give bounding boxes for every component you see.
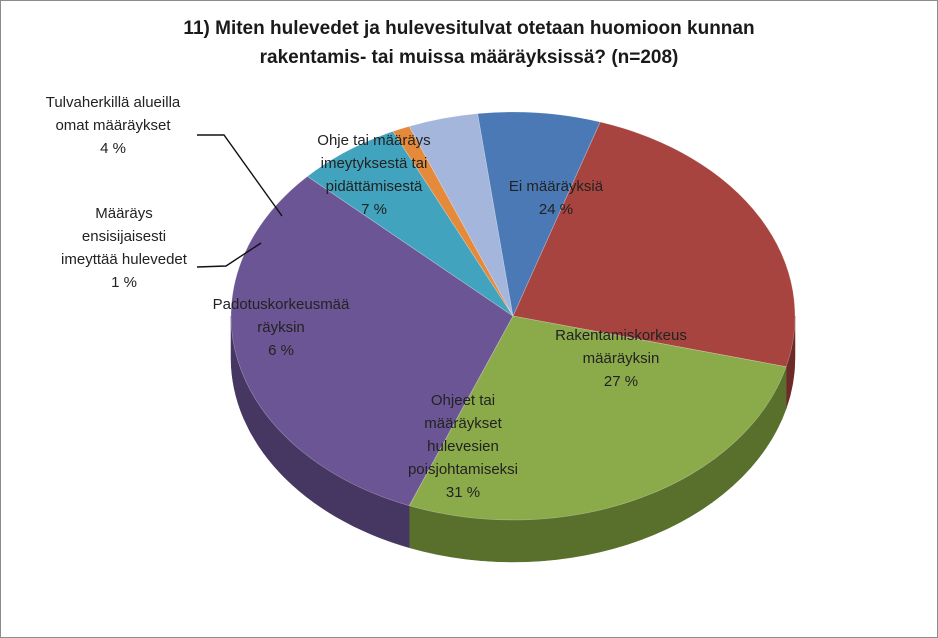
slice-category-6-line-1: imeytyksestä tai — [320, 155, 428, 172]
slice-value-4: 1 % — [111, 274, 137, 291]
pie-slices — [231, 112, 795, 520]
slice-category-2-line-3: poisjohtamiseksi — [407, 461, 519, 478]
slice-value-5: 4 % — [100, 140, 126, 157]
slice-category-2-line-0: Ohjeet tai — [430, 392, 496, 409]
slice-category-5-line-1: omat määräykset — [55, 117, 171, 134]
slice-category-3-line-0: Padotuskorkeusmää — [212, 296, 350, 313]
slice-category-6-line-0: Ohje tai määräys — [317, 132, 431, 149]
slice-category-1-line-1: määräyksin — [582, 350, 660, 367]
slice-category-5-line-0: Tulvaherkillä alueilla — [45, 94, 181, 111]
slice-category-2-line-2: hulevesien — [427, 438, 499, 455]
slice-category-4-line-2: imeyttää hulevedet — [61, 251, 187, 268]
chart-title-line-2: rakentamis- tai muissa määräyksissä? (n=208) — [259, 47, 679, 68]
slice-category-3-line-1: räyksin — [257, 319, 305, 336]
leader-line-5 — [197, 135, 282, 216]
slice-category-4-line-0: Määräys — [95, 205, 153, 222]
slice-value-3: 6 % — [268, 342, 294, 359]
slice-category-4-line-1: ensisijaisesti — [81, 228, 167, 245]
slice-value-0: 24 % — [538, 201, 574, 218]
slice-value-2: 31 % — [445, 484, 481, 501]
slice-label-5 — [46, 94, 181, 157]
slice-category-1-line-0: Rakentamiskorkeus — [555, 327, 687, 344]
chart-title-line-1: 11) Miten hulevedet ja hulevesitulvat otetaan huomioon kunnan — [183, 18, 755, 39]
slice-category-6-line-2: pidättämisestä — [325, 178, 423, 195]
slice-value-6: 7 % — [361, 201, 387, 218]
slice-label-4 — [61, 205, 188, 291]
slice-category-2-line-1: määräykset — [424, 415, 502, 432]
slice-category-0-line-0: Ei määräyksiä — [508, 178, 604, 195]
slice-value-1: 27 % — [603, 373, 639, 390]
